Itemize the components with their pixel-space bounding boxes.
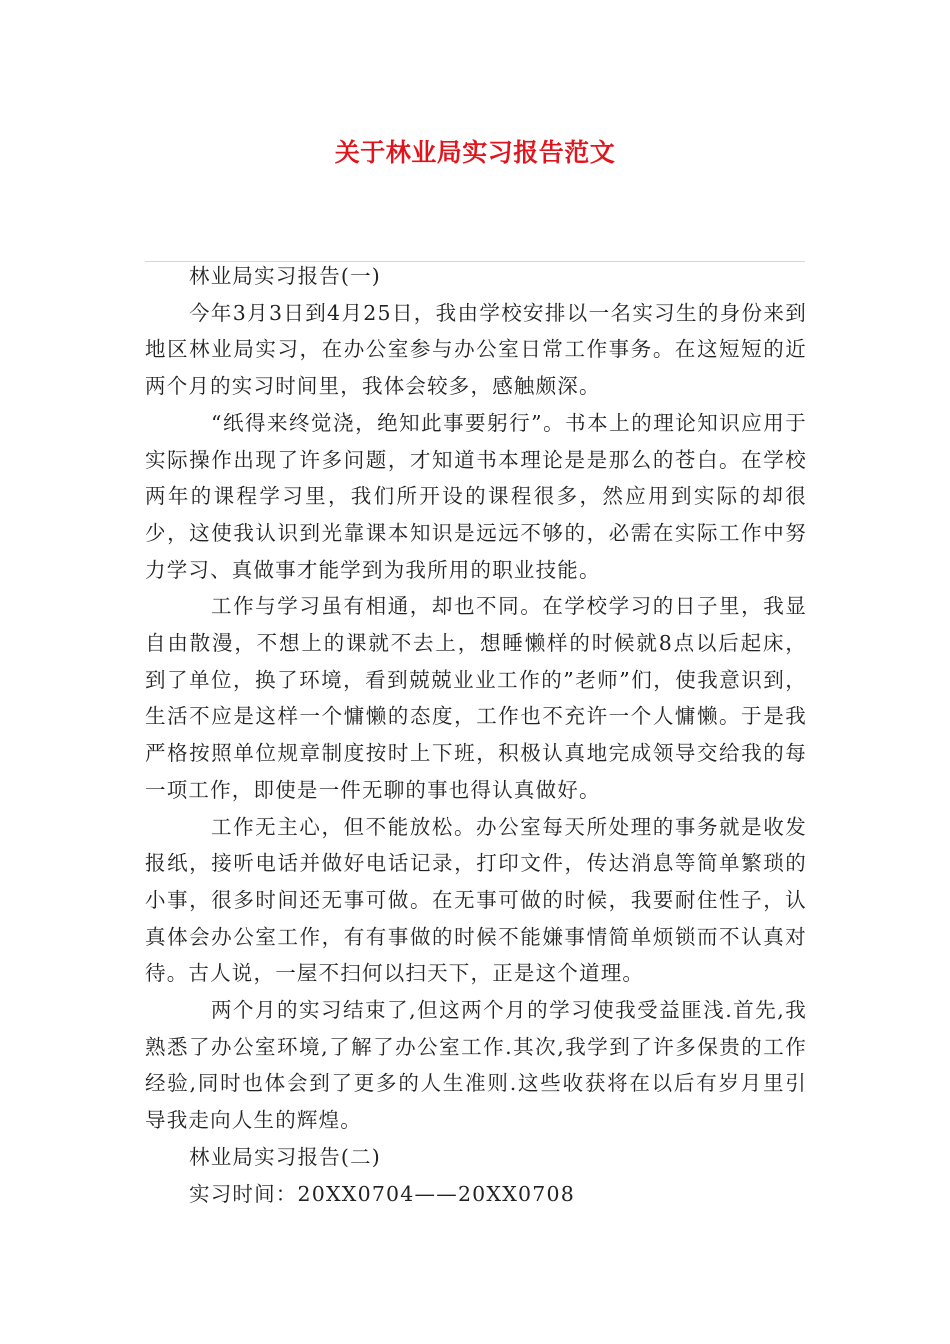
section-heading-2: 林业局实习报告(二) [189,1144,381,1169]
paragraph-1: 今年3月3日到4月25日，我由学校安排以一名实习生的身份来到地区林业局实习，在办公室参与办公室日常工作事务。在这短短的近两个月的实习时间里，我体会较多，感触颇深。 [145,300,807,399]
internship-period: 实习时间：20XX0704——20XX0708 [189,1181,575,1206]
document-title: 关于林业局实习报告范文 [334,138,616,167]
document-body [145,258,807,1212]
paragraph-2: “纸得来终觉浇，绝知此事要躬行”。书本上的理论知识应用于实际操作出现了许多问题，才知道书本理论是是那么的苍白。在学校两年的课程学习里，我们所开设的课程很多，然应用到实际的却很少，这使我认识到光靠课本知识是远远不够的，必需在实际工作中努力学习、真做事才能学到为我所用的职业技能。 [145,410,807,582]
section-heading-1: 林业局实习报告(一) [189,264,381,288]
paragraph-4: 工作无主心，但不能放松。办公室每天所处理的事务就是收发报纸，接听电话并做好电话记录，打印文件，传达消息等简单繁琐的小事，很多时间还无事可做。在无事可做的时候，我要耐住性子，认真体会办公室工作，有有事做的时候不能嫌事情简单烦锁而不认真对待。古人说，一屋不扫何以扫天下，正是这个道理。 [145,814,807,986]
paragraph-5: 两个月的实习结束了,但这两个月的学习使我受益匪浅.首先,我熟悉了办公室环境,了解了办公室工作.其次,我学到了许多保贵的工作经验,同时也体会到了更多的人生准则.这些收获将在以后有岁月里引导我走向人生的辉煌。 [145,998,807,1133]
paragraph-3: 工作与学习虽有相通，却也不同。在学校学习的日子里，我显自由散漫，不想上的课就不去上，想睡懒样的时候就8点以后起床，到了单位，换了环境，看到兢兢业业工作的”老师”们，使我意识到，生活不应是这样一个慵懒的态度，工作也不充许一个人慵懒。于是我严格按照单位规章制度按时上下班，积极认真地完成领导交给我的每一项工作，即使是一件无聊的事也得认真做好。 [145,594,807,802]
